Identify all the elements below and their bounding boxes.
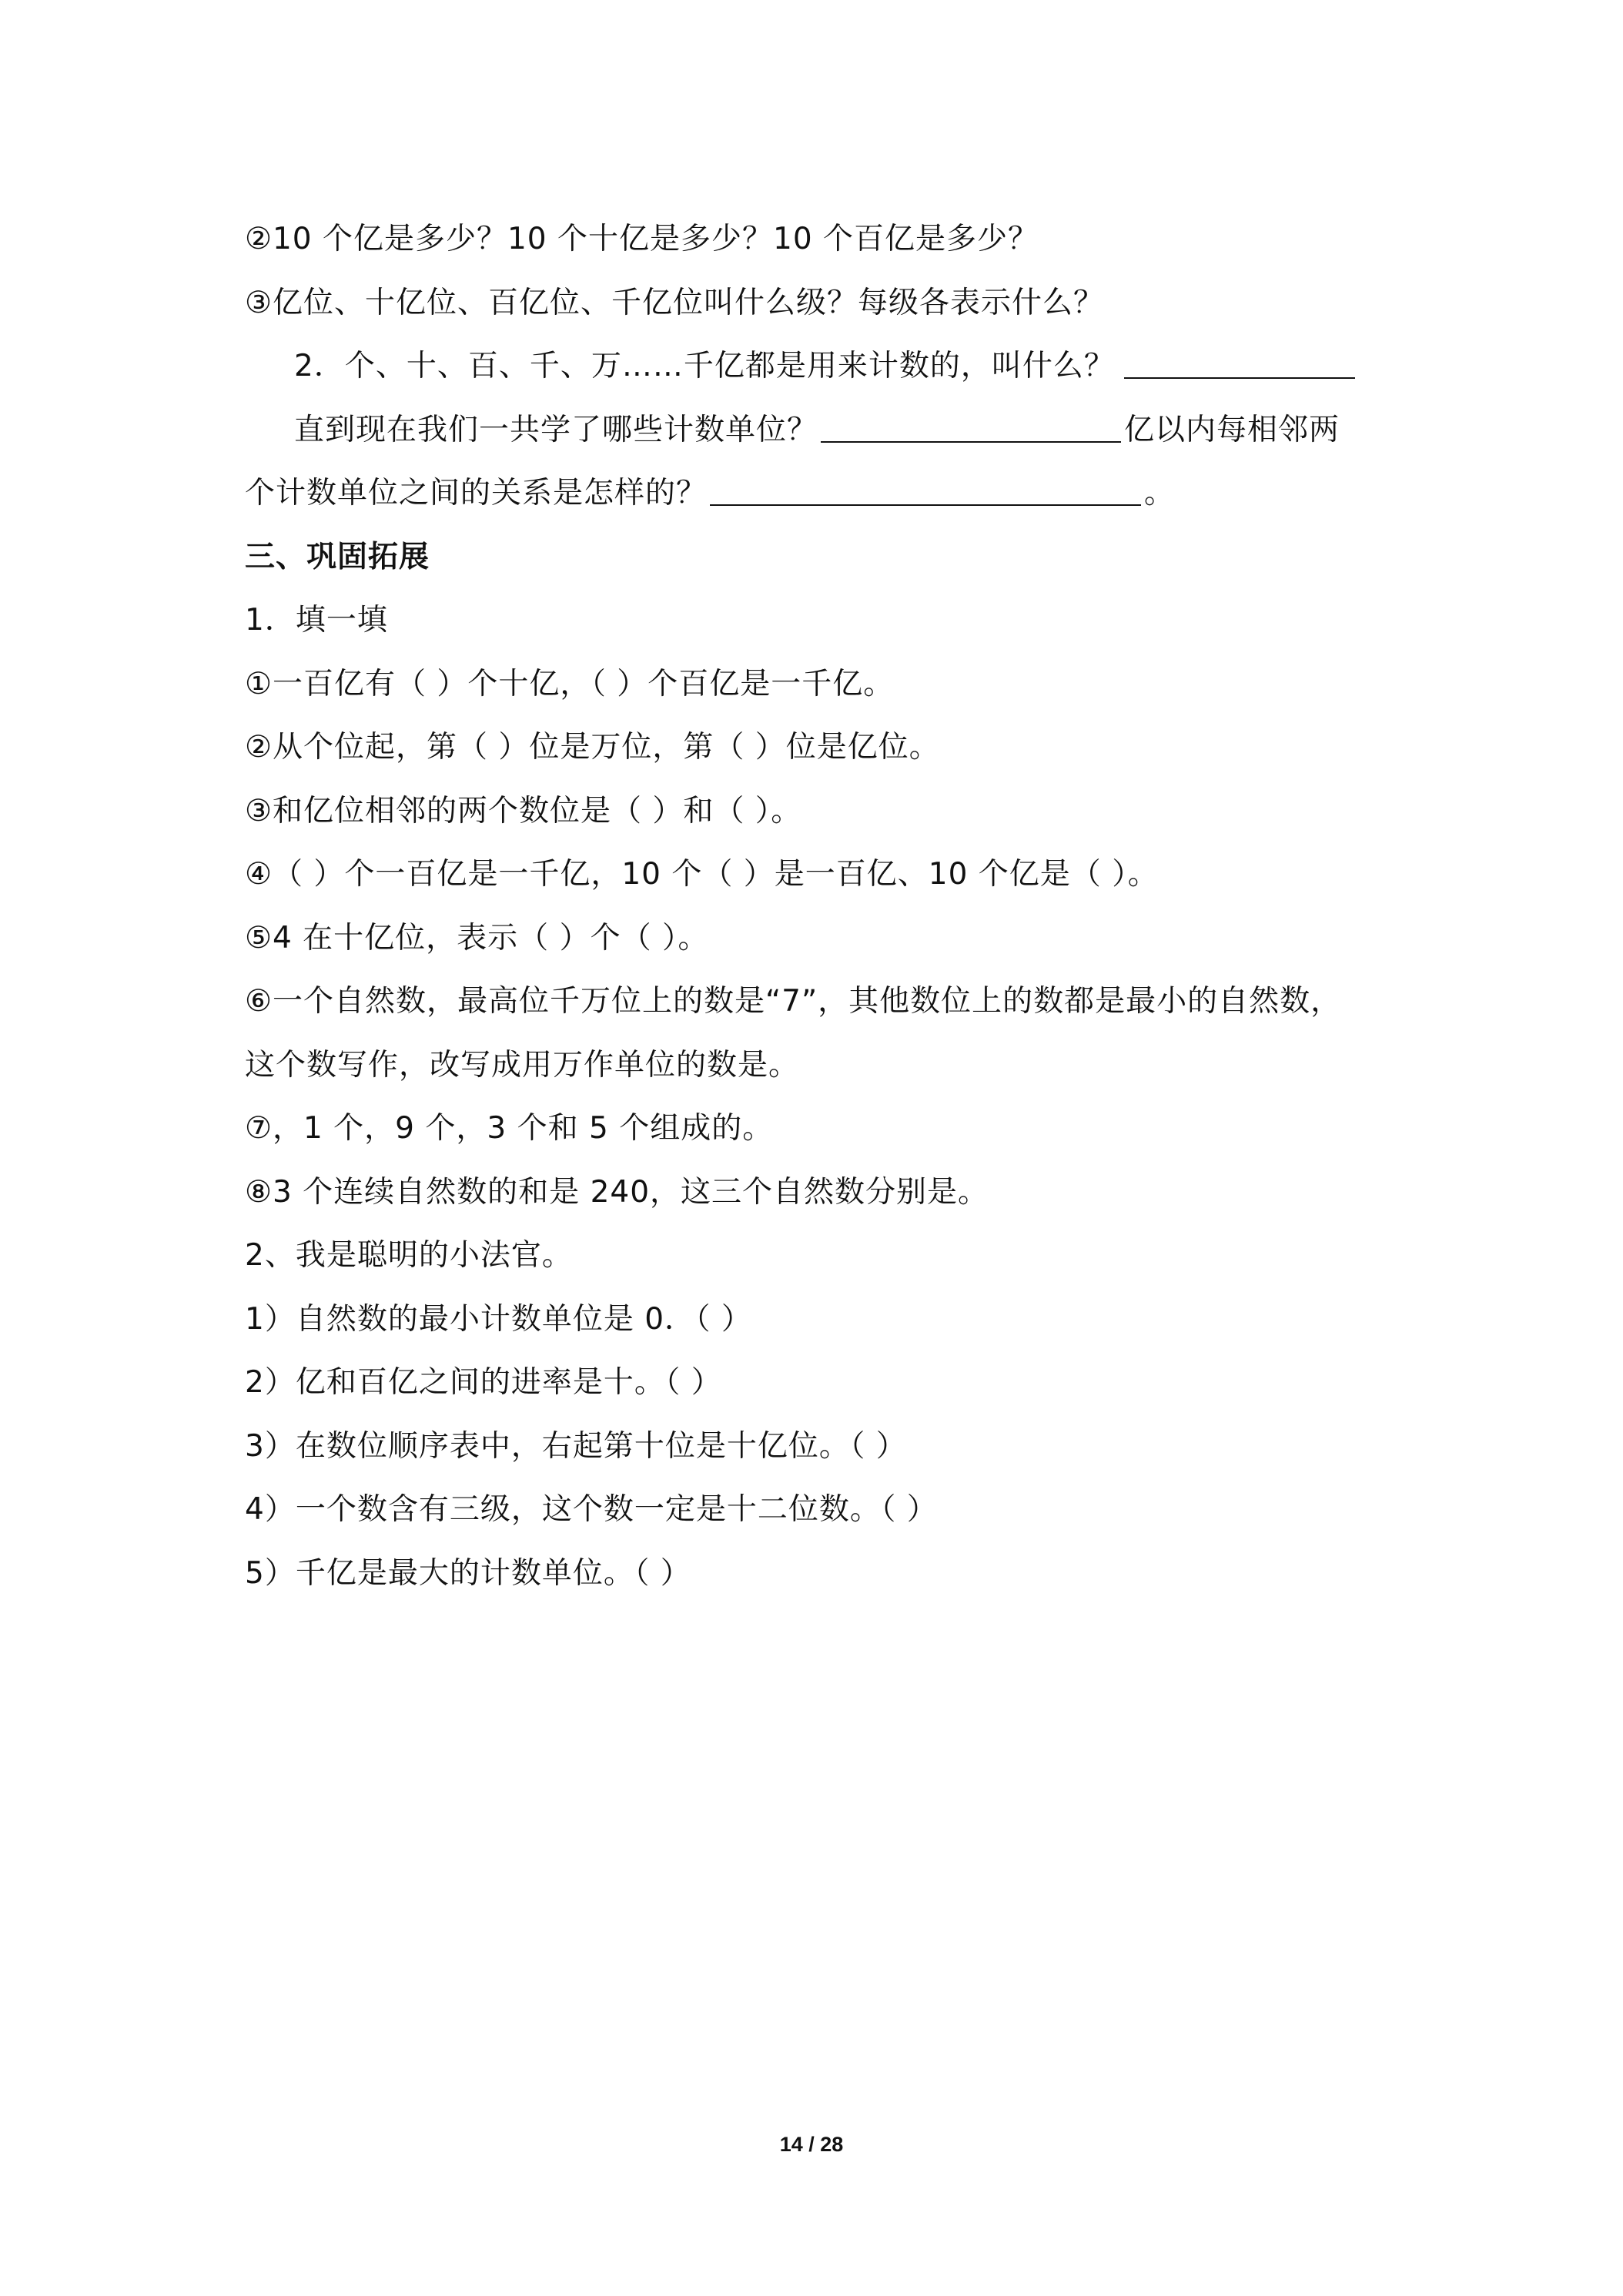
answer-blank[interactable] bbox=[1124, 350, 1355, 379]
judge-item-2: 2）亿和百亿之间的进率是十。（ ） bbox=[245, 1365, 722, 1400]
item-2-continuation-line bbox=[245, 399, 1384, 463]
question-2-line: ②10 个亿是多少？10 个十亿是多少？10 个百亿是多少？ bbox=[245, 222, 1039, 256]
fill-item-8: ⑧3 个连续自然数的和是 240，这三个自然数分别是。 bbox=[245, 1174, 989, 1210]
fill-item-3: ③和亿位相邻的两个数位是（ ）和（ ）。 bbox=[245, 793, 802, 828]
fill-item-5: ⑤4 在十亿位，表示（ ）个（ ）。 bbox=[245, 920, 709, 956]
judge-title: 2、我是聪明的小法官。 bbox=[245, 1238, 573, 1273]
judge-item-5: 5）千亿是最大的计数单位。（ ） bbox=[245, 1555, 691, 1591]
fill-item-6: ⑥一个自然数，最高位千万位上的数是“7”，其他数位上的数都是最小的自然数， bbox=[245, 984, 1342, 1019]
judge-item-4: 4）一个数含有三级，这个数一定是十二位数。（ ） bbox=[245, 1492, 938, 1527]
item-2-final-period: 。 bbox=[1144, 476, 1176, 510]
fill-in-title: 1．填一填 bbox=[245, 603, 388, 638]
judge-item-3: 3）在数位顺序表中，右起第十位是十亿位。（ ） bbox=[245, 1428, 907, 1464]
fill-item-7: ⑦，1 个，9 个，3 个和 5 个组成的。 bbox=[245, 1111, 774, 1146]
item-2-continuation-text: 直到现在我们一共学了哪些计数单位？ bbox=[294, 412, 818, 447]
fill-item-4: ④（ ）个一百亿是一千亿，10 个（ ）是一百亿、10 个亿是（ ）。 bbox=[245, 857, 1159, 892]
fill-item-2: ②从个位起，第（ ）位是万位，第（ ）位是亿位。 bbox=[245, 730, 940, 765]
section-3-title: 三、巩固拓展 bbox=[245, 539, 430, 574]
answer-blank[interactable] bbox=[821, 413, 1121, 443]
fill-item-1: ①一百亿有（ ）个十亿，（ ）个百亿是一千亿。 bbox=[245, 666, 895, 701]
item-2-final-text: 个计数单位之间的关系是怎样的？ bbox=[245, 476, 708, 510]
judge-item-1: 1）自然数的最小计数单位是 0．（ ） bbox=[245, 1301, 752, 1337]
item-2-line bbox=[245, 335, 1384, 399]
item-2-continuation-tail: 亿以内每相邻两 bbox=[1124, 412, 1340, 447]
answer-blank[interactable] bbox=[710, 477, 1141, 506]
document-body bbox=[245, 208, 1384, 1605]
item-2-text: 2．个、十、百、千、万……千亿都是用来计数的，叫什么？ bbox=[294, 349, 1115, 383]
page-number: 14 / 28 bbox=[779, 2133, 844, 2156]
item-2-final-line bbox=[245, 462, 1384, 526]
question-3-line: ③亿位、十亿位、百亿位、千亿位叫什么级？每级各表示什么？ bbox=[245, 285, 1104, 320]
fill-item-6-continuation: 这个数写作，改写成用万作单位的数是。 bbox=[245, 1047, 800, 1083]
